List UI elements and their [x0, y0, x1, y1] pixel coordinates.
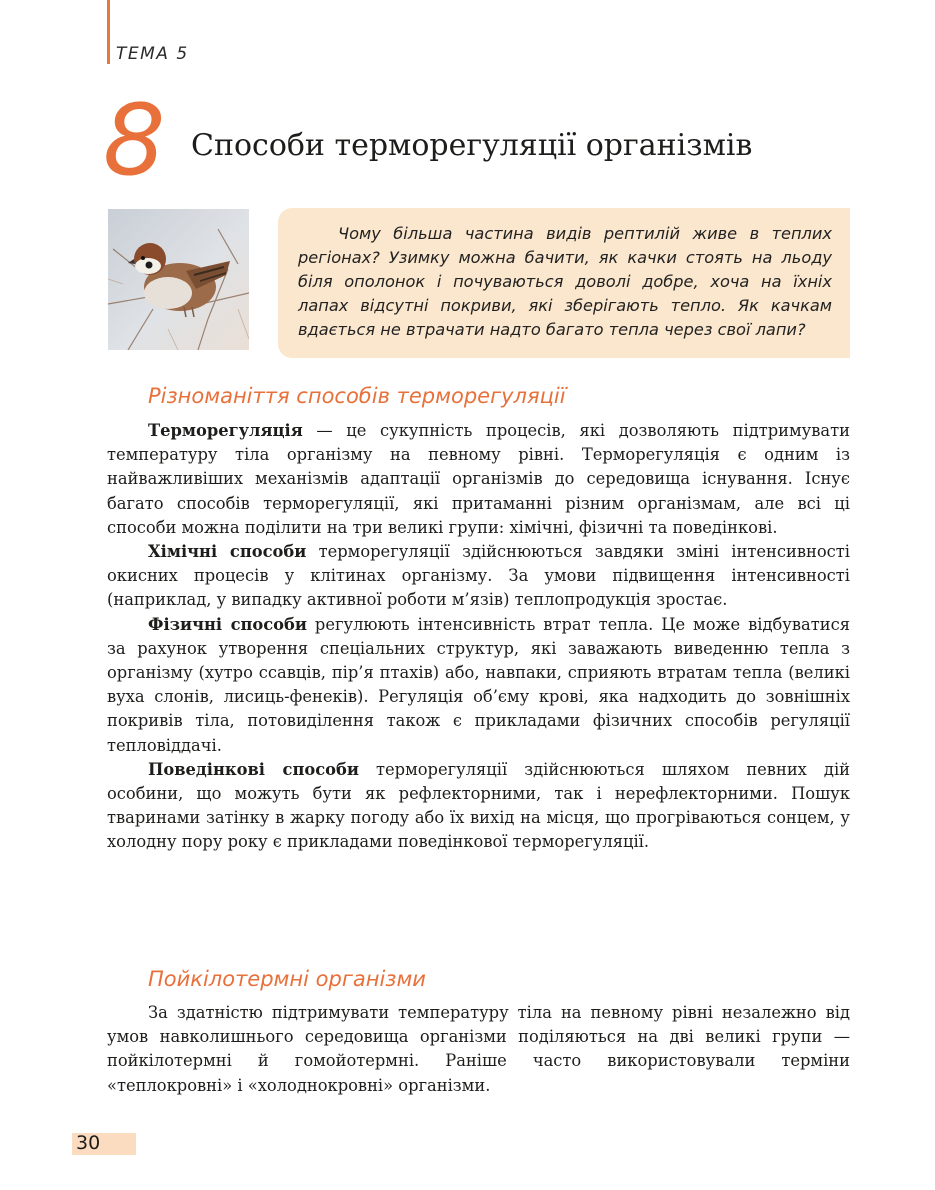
section-heading-poikilothermic: Пойкілотермні організми: [148, 967, 426, 991]
paragraph-text: За здатністю підтримувати температуру тіла на певному рівні незалежно від умов навколишнього середовища організми поділяються на дві великі групи — пойкілотермні й гомойотермні. Раніше часто використовували терміни «теплокровні» і «холоднокровні» організми.: [107, 1003, 850, 1095]
sparrow-photo: [108, 209, 249, 350]
question-text: Чому більша частина видів рептилій живе в теплих регіонах? Узимку можна бачити, як качки стоять на льоду біля ополонок і почуваються доволі добре, хоча на їхніх лапах відсутні покриви, які зберігають тепло. Як качкам вдається не втрачати надто багато тепла через свої лапи?: [298, 224, 832, 339]
paragraph-text: регулюють інтенсивність втрат тепла. Це може відбуватися за рахунок утворення спеціальних структур, які заважають виведенню тепла з організму (хутро ссавців, пір’я птахів) або, навпаки, сприяють втратам тепла (великі вуха слонів, лисиць-фенеків). Регуляція об’єму крові, яка надходить до зовнішніх покривів тіла, потовиділення також є прикладами фізичних способів регуляції тепловіддачі.: [107, 614, 850, 755]
lesson-title: Способи терморегуляції організмів: [191, 128, 753, 163]
paragraph-text: терморегуляції здійснюються завдяки зміні інтенсивності окисних процесів у клітинах організму. За умови підвищення інтенсивності (наприклад, у випадку активної роботи м’язів) теплопродукція зростає.: [107, 542, 850, 610]
paragraph: [107, 758, 850, 855]
section-poikilothermic-body: [107, 1001, 850, 1098]
paragraph: [107, 419, 850, 540]
tema-accent-bar: [107, 0, 110, 64]
section-heading-diversity: Різноманіття способів терморегуляції: [148, 384, 566, 408]
term-bold: Хімічні способи: [148, 542, 307, 562]
paragraph-text: терморегуляції здійснюються шляхом певних дій особини, що можуть бути як рефлекторними, так і нерефлекторними. Пошук тваринами затінку в жарку погоду або їх вихід на місця, що прогріваються сонцем, у холодну пору року є прикладами поведінкової терморегуляції.: [107, 759, 851, 852]
paragraph: [107, 1001, 850, 1098]
section-diversity-body: [107, 419, 850, 855]
tema-label: ТЕМА 5: [116, 44, 189, 64]
question-box: [278, 208, 850, 358]
paragraph: [107, 540, 850, 613]
paragraph: [107, 613, 850, 758]
paragraph-text: — це сукупність процесів, які дозволяють підтримувати температуру тіла організму на певному рівні. Терморегуляція є одним із найважливіших механізмів адаптації організмів до середовища існування. Існує багато способів терморегуляції, які притаманні різним організмам, але всі ці способи можна поділити на три великі групи: хімічні, фізичні та поведінкові.: [107, 421, 850, 537]
page-number: 30: [76, 1132, 101, 1154]
term-bold: Поведінкові способи: [148, 759, 359, 779]
term-bold: Фізичні способи: [148, 614, 307, 634]
term-bold: Терморегуляція: [148, 421, 303, 440]
lesson-number: 8: [103, 84, 166, 198]
